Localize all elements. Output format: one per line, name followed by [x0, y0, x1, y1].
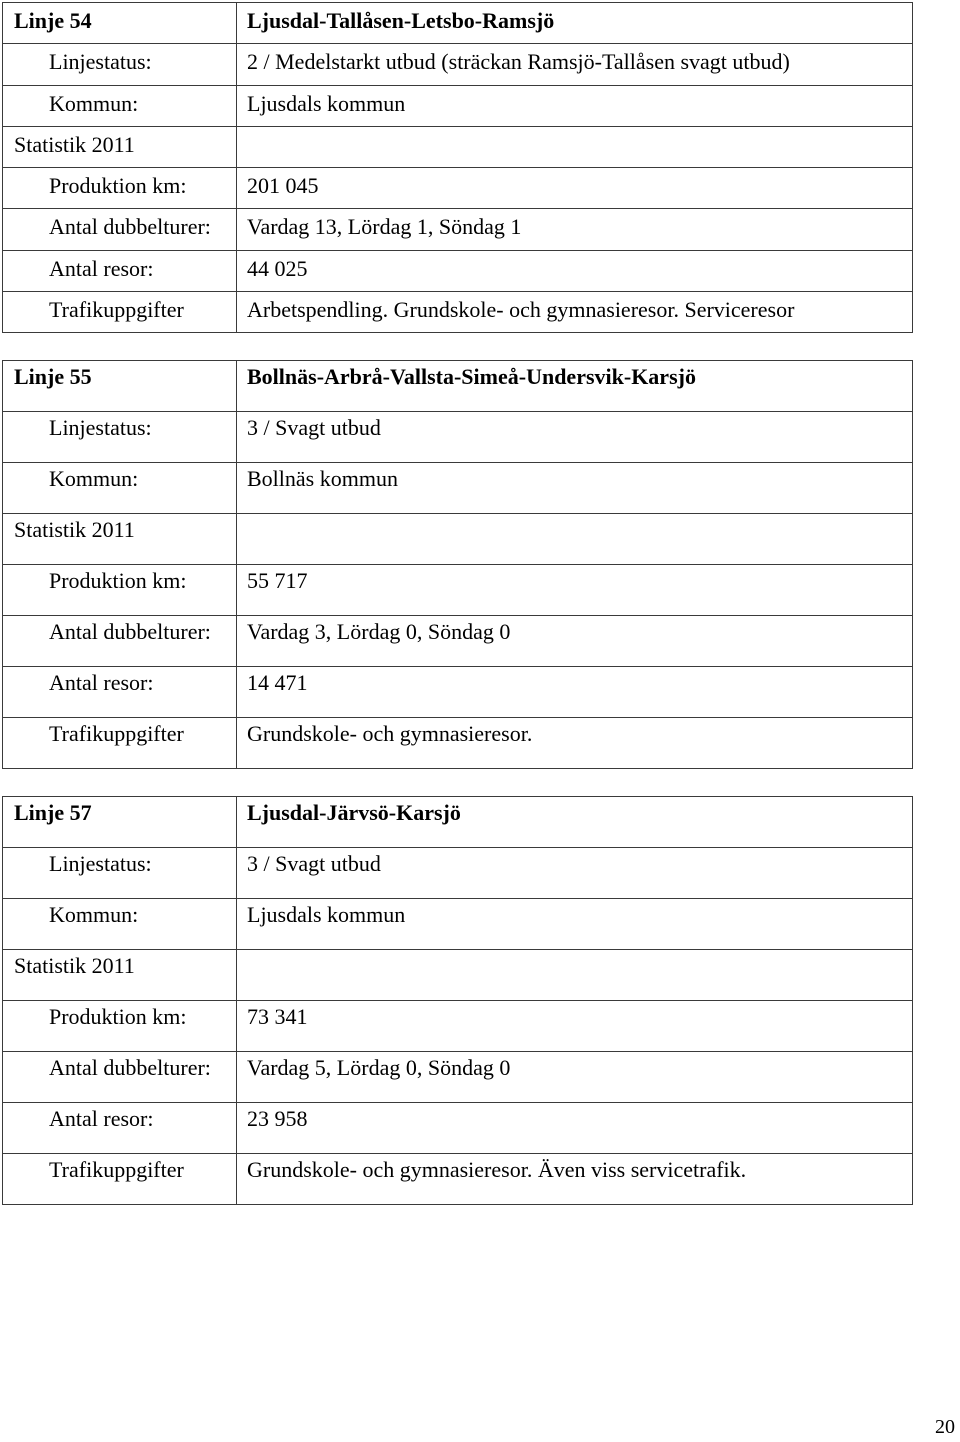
statistik-empty-cell — [237, 514, 913, 565]
table-row — [3, 3, 913, 44]
table-row — [3, 209, 913, 250]
table-row — [3, 950, 913, 1001]
table-row — [3, 1001, 913, 1052]
table-row — [3, 1154, 913, 1205]
dubbelturer-value: Vardag 5, Lördag 0, Söndag 0 — [237, 1052, 913, 1103]
table-row — [3, 44, 913, 85]
linjestatus-value: 2 / Medelstarkt utbud (sträckan Ramsjö-Tallåsen svagt utbud) — [237, 44, 913, 85]
trafikuppgifter-label: Trafikuppgifter — [3, 291, 237, 332]
kommun-value: Ljusdals kommun — [237, 85, 913, 126]
antal-resor-label: Antal resor: — [3, 1103, 237, 1154]
table-row — [3, 667, 913, 718]
statistik-heading: Statistik 2011 — [3, 950, 237, 1001]
produktion-km-label: Produktion km: — [3, 168, 237, 209]
statistik-empty-cell — [237, 950, 913, 1001]
line-table-54 — [2, 2, 913, 333]
linjestatus-value: 3 / Svagt utbud — [237, 412, 913, 463]
trafikuppgifter-label: Trafikuppgifter — [3, 1154, 237, 1205]
route-name: Bollnäs-Arbrå-Vallsta-Simeå-Undersvik-Karsjö — [237, 361, 913, 412]
produktion-km-value: 73 341 — [237, 1001, 913, 1052]
table-row — [3, 291, 913, 332]
table-row — [3, 126, 913, 167]
table-row — [3, 718, 913, 769]
table-row — [3, 797, 913, 848]
statistik-empty-cell — [237, 126, 913, 167]
table-row — [3, 514, 913, 565]
line-table-55 — [2, 360, 913, 769]
dubbelturer-label: Antal dubbelturer: — [3, 1052, 237, 1103]
route-name: Ljusdal-Järvsö-Karsjö — [237, 797, 913, 848]
produktion-km-value: 201 045 — [237, 168, 913, 209]
statistik-heading: Statistik 2011 — [3, 126, 237, 167]
trafikuppgifter-value: Arbetspendling. Grundskole- och gymnasieresor. Serviceresor — [237, 291, 913, 332]
produktion-km-label: Produktion km: — [3, 1001, 237, 1052]
linjestatus-label: Linjestatus: — [3, 412, 237, 463]
linjestatus-label: Linjestatus: — [3, 848, 237, 899]
line-number: Linje 57 — [3, 797, 237, 848]
kommun-label: Kommun: — [3, 899, 237, 950]
antal-resor-value: 14 471 — [237, 667, 913, 718]
table-row — [3, 1103, 913, 1154]
table-row — [3, 412, 913, 463]
produktion-km-label: Produktion km: — [3, 565, 237, 616]
trafikuppgifter-label: Trafikuppgifter — [3, 718, 237, 769]
table-row — [3, 565, 913, 616]
linjestatus-label: Linjestatus: — [3, 44, 237, 85]
table-row — [3, 463, 913, 514]
table-row — [3, 250, 913, 291]
table-row — [3, 361, 913, 412]
dubbelturer-value: Vardag 13, Lördag 1, Söndag 1 — [237, 209, 913, 250]
antal-resor-label: Antal resor: — [3, 667, 237, 718]
statistik-heading: Statistik 2011 — [3, 514, 237, 565]
kommun-value: Bollnäs kommun — [237, 463, 913, 514]
table-row — [3, 848, 913, 899]
line-number: Linje 55 — [3, 361, 237, 412]
kommun-label: Kommun: — [3, 463, 237, 514]
antal-resor-label: Antal resor: — [3, 250, 237, 291]
kommun-value: Ljusdals kommun — [237, 899, 913, 950]
route-name: Ljusdal-Tallåsen-Letsbo-Ramsjö — [237, 3, 913, 44]
antal-resor-value: 23 958 — [237, 1103, 913, 1154]
dubbelturer-label: Antal dubbelturer: — [3, 209, 237, 250]
table-row — [3, 85, 913, 126]
line-number: Linje 54 — [3, 3, 237, 44]
linjestatus-value: 3 / Svagt utbud — [237, 848, 913, 899]
antal-resor-value: 44 025 — [237, 250, 913, 291]
produktion-km-value: 55 717 — [237, 565, 913, 616]
dubbelturer-value: Vardag 3, Lördag 0, Söndag 0 — [237, 616, 913, 667]
table-row — [3, 1052, 913, 1103]
table-row — [3, 616, 913, 667]
page-number: 20 — [935, 1416, 955, 1438]
kommun-label: Kommun: — [3, 85, 237, 126]
trafikuppgifter-value: Grundskole- och gymnasieresor. Även viss servicetrafik. — [237, 1154, 913, 1205]
table-row — [3, 899, 913, 950]
table-row — [3, 168, 913, 209]
dubbelturer-label: Antal dubbelturer: — [3, 616, 237, 667]
trafikuppgifter-value: Grundskole- och gymnasieresor. — [237, 718, 913, 769]
line-table-57 — [2, 796, 913, 1205]
